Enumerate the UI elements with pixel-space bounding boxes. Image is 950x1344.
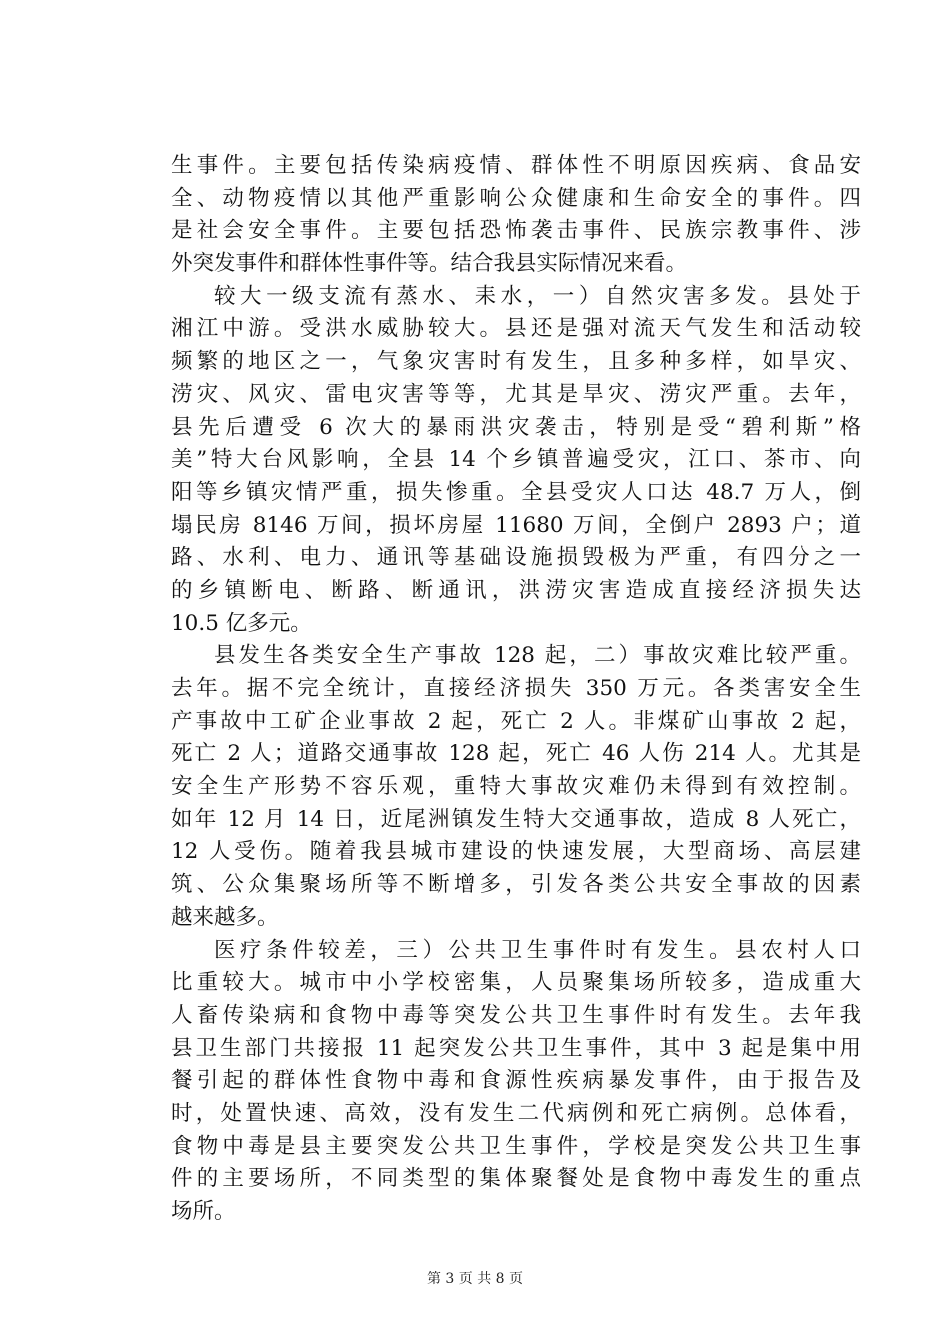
text-line: 医疗条件较差，三）公共卫生事件时有发生。县农村人口: [214, 937, 861, 963]
page-number-label: 第 3 页 共 8 页: [426, 1271, 524, 1287]
document-body: [171, 150, 861, 1229]
text-line: 湘江中游。受洪水威胁较大。县还是强对流天气发生和活动较: [171, 316, 861, 342]
text-line: 死亡 2 人；道路交通事故 128 起，死亡 46 人伤 214 人。尤其是: [171, 741, 861, 767]
text-line: 食物中毒是县主要突发公共卫生事件，学校是突发公共卫生事: [171, 1133, 861, 1159]
paragraph: [171, 281, 861, 641]
text-line: 路、水利、电力、通讯等基础设施损毁极为严重，有四分之一: [171, 545, 861, 571]
text-line: 县发生各类安全生产事故 128 起，二）事故灾难比较严重。: [214, 643, 861, 669]
text-line: 外突发事件和群体性事件等。结合我县实际情况来看。: [171, 251, 688, 277]
text-line: 餐引起的群体性食物中毒和食源性疾病暴发事件，由于报告及: [171, 1068, 861, 1094]
text-line: 是社会安全事件。主要包括恐怖袭击事件、民族宗教事件、涉: [171, 218, 861, 244]
text-line: 去年。据不完全统计，直接经济损失 350 万元。各类害安全生: [171, 676, 861, 701]
text-line: 塌民房 8146 万间，损坏房屋 11680 万间，全倒户 2893 户；道: [171, 512, 861, 538]
text-line: 全、动物疫情以其他严重影响公众健康和生命安全的事件。四: [171, 185, 861, 211]
text-line: 安全生产形势不容乐观，重特大事故灾难仍未得到有效控制。: [171, 774, 861, 800]
text-line: 县卫生部门共接报 11 起突发公共卫生事件，其中 3 起是集中用: [171, 1035, 861, 1061]
text-line: 筑、公众集聚场所等不断增多，引发各类公共安全事故的因素: [171, 872, 861, 898]
text-line: 频繁的地区之一，气象灾害时有发生，且多种多样，如旱灾、: [171, 349, 861, 375]
text-line: 比重较大。城市中小学校密集，人员聚集场所较多，造成重大: [171, 970, 861, 996]
text-line: 产事故中工矿企业事故 2 起，死亡 2 人。非煤矿山事故 2 起，: [171, 708, 861, 734]
text-line: 美”特大台风影响，全县 14 个乡镇普遍受灾，江口、茶市、向: [171, 447, 861, 473]
text-line: 10.5 亿多元。: [171, 610, 312, 636]
text-line: 越来越多。: [171, 904, 279, 930]
text-line: 涝灾、风灾、雷电灾害等等，尤其是旱灾、涝灾严重。去年，: [171, 381, 861, 407]
text-line: 场所。: [171, 1199, 236, 1224]
text-line: 较大一级支流有蒸水、耒水，一）自然灾害多发。县处于: [214, 283, 861, 309]
text-line: 阳等乡镇灾情严重，损失惨重。全县受灾人口达 48.7 万人，倒: [171, 479, 861, 505]
page-footer: [0, 1268, 950, 1288]
text-line: 生事件。主要包括传染病疫情、群体性不明原因疾病、食品安: [171, 153, 861, 178]
text-line: 时，处置快速、高效，没有发生二代病例和死亡病例。总体看，: [171, 1100, 861, 1126]
text-line: 县先后遭受 6 次大的暴雨洪灾袭击，特别是受“碧利斯”格: [171, 414, 861, 440]
text-line: 的乡镇断电、断路、断通讯，洪涝灾害造成直接经济损失达: [171, 577, 861, 603]
text-line: 人畜传染病和食物中毒等突发公共卫生事件时有发生。去年我: [171, 1002, 861, 1028]
paragraph: [171, 150, 861, 281]
paragraph: [171, 640, 861, 934]
text-line: 12 人受伤。随着我县城市建设的快速发展，大型商场、高层建: [171, 839, 861, 865]
paragraph: [171, 935, 861, 1229]
text-line: 如年 12 月 14 日，近尾洲镇发生特大交通事故，造成 8 人死亡，: [171, 806, 861, 832]
text-line: 件的主要场所，不同类型的集体聚餐处是食物中毒发生的重点: [171, 1166, 861, 1192]
